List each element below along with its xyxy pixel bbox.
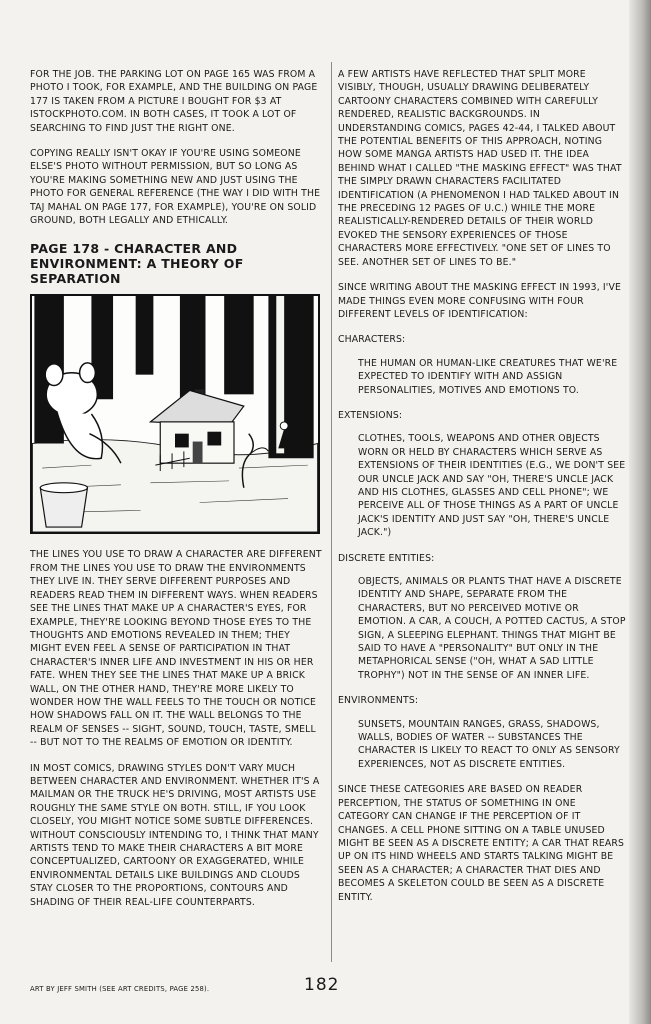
left-column <box>30 68 322 921</box>
category-description: CLOTHES, TOOLS, WEAPONS AND OTHER OBJECTS WORN OR HELD BY CHARACTERS WHICH SERVE AS EXTENSIONS OF THEIR IDENTITIES (E.G., WE DON'T SEE OUR UNCLE JACK AND SAY "OH, THERE'S UNCLE JACK AND HIS CLOTHES, GLASSES AND CELL PHONE"; WE PERCEIVE ALL OF THOSE THINGS AS A PART OF UNCLE JACK'S IDENTITY AND JUST SAY "OH, THERE'S UNCLE JACK.") <box>358 433 626 539</box>
category-label: ENVIRONMENTS: <box>338 695 419 707</box>
section-heading: PAGE 178 - CHARACTER AND ENVIRONMENT: A THEORY OF SEPARATION <box>30 241 244 287</box>
comic-panel-illustration <box>30 294 320 534</box>
category-label: CHARACTERS: <box>338 334 406 346</box>
paragraph: THE LINES YOU USE TO DRAW A CHARACTER ARE DIFFERENT FROM THE LINES YOU USE TO DRAW THE ENVIRONMENTS THEY LIVE IN. THEY SERVE DIFFERENT PURPOSES AND READERS READ THEM IN DIFFERENT WAYS. WHEN READERS SEE THE LINES THAT MAKE UP A CHARACTER'S EYES, FOR EXAMPLE, THEY'RE LOOKING BEYOND THOSE EYES TO THE THOUGHTS AND EMOTIONS REVEALED IN THEM; THEY MIGHT EVEN FEEL A SENSE OF PARTICIPATION IN THAT CHARACTER'S INNER LIFE AND INVESTMENT IN HIS OR HER FATE. WHEN THEY SEE THE LINES THAT MAKE UP A BRICK WALL, ON THE OTHER HAND, THEY'RE MORE LIKELY TO WONDER HOW THE WALL FEELS TO THE TOUCH OR NOTICE HOW SHADOWS FALL ON IT. THE WALL BELONGS TO THE REALM OF SENSES -- SIGHT, SOUND, TOUCH, TASTE, SMELL -- BUT NOT TO THE REALMS OF EMOTION OR IDENTITY. <box>30 549 322 749</box>
page-number: 182 <box>304 975 340 995</box>
paragraph: SINCE WRITING ABOUT THE MASKING EFFECT IN 1993, I'VE MADE THINGS EVEN MORE CONFUSING WITH FOUR DIFFERENT LEVELS OF IDENTIFICATION: <box>338 282 622 320</box>
category-description: THE HUMAN OR HUMAN-LIKE CREATURES THAT WE'RE EXPECTED TO IDENTIFY WITH AND ASSIGN PERSONALITIES, MOTIVES AND EMOTIONS TO. <box>358 357 618 396</box>
art-credit-caption: ART BY JEFF SMITH (SEE ART CREDITS, PAGE 258). <box>30 985 210 993</box>
category-description: SUNSETS, MOUNTAIN RANGES, GRASS, SHADOWS, WALLS, BODIES OF WATER -- SUBSTANCES THE CHARACTER IS LIKELY TO REACT TO ONLY AS SENSORY EXPERIENCES, NOT AS DISCRETE ENTITIES. <box>358 718 620 770</box>
paragraph: IN MOST COMICS, DRAWING STYLES DON'T VARY MUCH BETWEEN CHARACTER AND ENVIRONMENT. WHETHER IT'S A MAILMAN OR THE TRUCK HE'S DRIVING, MOST ARTISTS USE ROUGHLY THE SAME STYLE ON BOTH. STILL, IF YOU LOOK CLOSELY, YOU MIGHT NOTICE SOME SUBTLE DIFFERENCES. WITHOUT CONSCIOUSLY INTENDING TO, I THINK THAT MANY ARTISTS TEND TO MAKE THEIR CHARACTERS A BIT MORE CONCEPTUALIZED, CARTOONY OR EXAGGERATED, WHILE ENVIRONMENTAL DETAILS LIKE BUILDINGS AND CLOUDS STAY CLOSER TO THE PROPORTIONS, CONTOURS AND SHADING OF THEIR REAL-LIFE COUNTERPARTS. <box>30 762 320 908</box>
book-binding-shadow <box>629 0 651 1024</box>
paragraph: SINCE THESE CATEGORIES ARE BASED ON READER PERCEPTION, THE STATUS OF SOMETHING IN ONE CATEGORY CAN CHANGE IF THE PERCEPTION OF IT CHANGES. A CELL PHONE SITTING ON A TABLE UNUSED MIGHT BE SEEN AS A DISCRETE ENTITY; A CAR THAT REARS UP ON ITS HIND WHEELS AND STARTS TALKING MIGHT BE SEEN AS A CHARACTER; A CHARACTER THAT DIES AND BECOMES A SKELETON COULD BE SEEN AS A DISCRETE ENTITY. <box>338 784 625 903</box>
category-label: DISCRETE ENTITIES: <box>338 552 435 564</box>
category-label: EXTENSIONS: <box>338 409 403 421</box>
paragraph: FOR THE JOB. THE PARKING LOT ON PAGE 165 WAS FROM A PHOTO I TOOK, FOR EXAMPLE, AND THE BUILDING ON PAGE 177 IS TAKEN FROM A PICTURE I BOUGHT FOR $3 AT ISTOCKPHOTO.COM. IN BOTH CASES, IT TOOK A LOT OF SEARCHING TO FIND JUST THE RIGHT ONE. <box>30 69 318 134</box>
column-divider <box>331 62 332 962</box>
paragraph: COPYING REALLY ISN'T OKAY IF YOU'RE USING SOMEONE ELSE'S PHOTO WITHOUT PERMISSION, BUT SO LONG AS YOU'RE MAKING SOMETHING NEW AND JUST USING THE PHOTO FOR GENERAL REFERENCE (THE WAY I DID WITH THE TAJ MAHAL ON PAGE 177, FOR EXAMPLE), YOU'RE ON SOLID GROUND, BOTH LEGALLY AND ETHICALLY. <box>30 148 321 227</box>
right-column <box>338 68 626 916</box>
category-description: OBJECTS, ANIMALS OR PLANTS THAT HAVE A DISCRETE IDENTITY AND SHAPE, SEPARATE FROM THE CHARACTERS, BUT NO PERCEIVED MOTIVE OR EMOTION. A CAR, A COUCH, A POTTED CACTUS, A STOP SIGN, A SLEEPING ELEPHANT. THINGS THAT MIGHT BE SAID TO HAVE A "PERSONALITY" BUT ONLY IN THE METAPHORICAL SENSE ("OH, WHAT A SAD LITTLE TROPHY") NOT IN THE SENSE OF AN INNER LIFE. <box>358 576 626 681</box>
paragraph: A FEW ARTISTS HAVE REFLECTED THAT SPLIT MORE VISIBLY, THOUGH, USUALLY DRAWING DELIBERATELY CARTOONY CHARACTERS COMBINED WITH CAREFULLY RENDERED, REALISTIC BACKGROUNDS. IN UNDERSTANDING COMICS, PAGES 42-44, I TALKED ABOUT THE POTENTIAL BENEFITS OF THIS APPROACH, NOTING HOW SOME MANGA ARTISTS HAD USED IT. THE IDEA BEHIND WHAT I CALLED "THE MASKING EFFECT" WAS THAT THE SIMPLY DRAWN CHARACTERS FACILITATED IDENTIFICATION (A PHENOMENON I HAD TALKED ABOUT IN THE PRECEDING 12 PAGES OF U.C.) WHILE THE MORE REALISTICALLY-RENDERED DETAILS OF THEIR WORLD EVOKED THE SENSORY EXPERIENCES OF THOSE CHARACTERS MORE EFFECTIVELY. "ONE SET OF LINES TO SEE. ANOTHER SET OF LINES TO BE." <box>338 69 622 268</box>
